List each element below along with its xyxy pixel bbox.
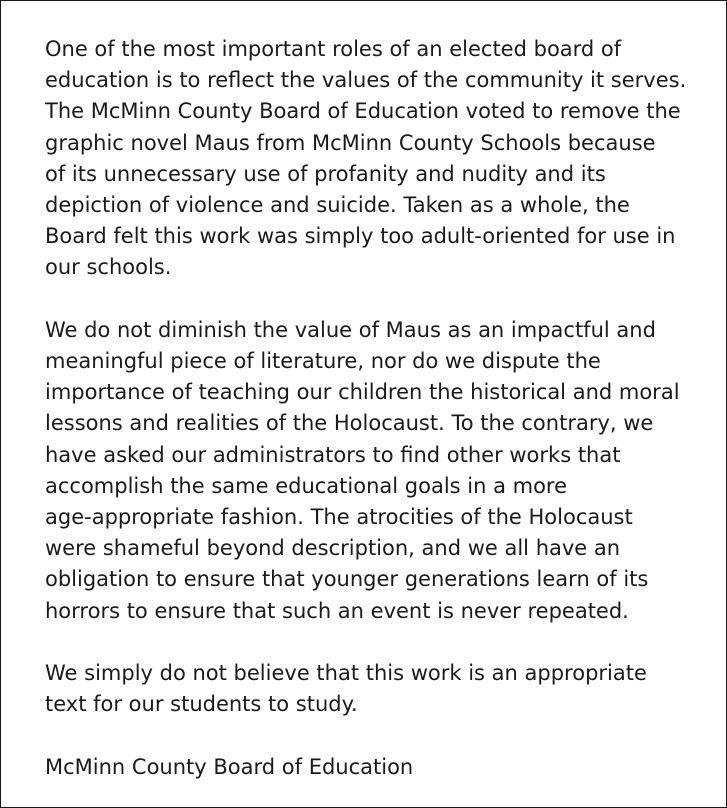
paragraph-line: We simply do not believe that this work is an appropriate	[45, 661, 647, 686]
paragraph-line: horrors to ensure that such an event is never repeated.	[45, 598, 629, 623]
paragraph-3	[45, 658, 715, 720]
paragraph-line: depiction of violence and suicide. Taken as a whole, the	[45, 193, 630, 218]
signature: McMinn County Board of Education	[45, 754, 414, 779]
paragraph-line: have asked our administrators to find other works that	[45, 442, 621, 467]
paragraph-spacer	[45, 720, 715, 751]
paragraph-spacer	[45, 284, 715, 315]
paragraph-line: One of the most important roles of an elected board of	[45, 37, 622, 61]
paragraph-2	[45, 315, 715, 627]
paragraph-line: accomplish the same educational goals in a more	[45, 473, 568, 498]
paragraph-line: obligation to ensure that younger generations learn of its	[45, 567, 649, 592]
paragraph-line: our schools.	[45, 255, 172, 280]
paragraph-1	[45, 34, 715, 284]
paragraph-line: education is to reflect the values of the community it serves.	[45, 68, 687, 93]
paragraph-line: were shameful beyond description, and we all have an	[45, 536, 621, 561]
paragraph-line: Board felt this work was simply too adult-oriented for use in	[45, 224, 676, 249]
paragraph-line: importance of teaching our children the historical and moral	[45, 380, 680, 405]
paragraph-line: lessons and realities of the Holocaust. To the contrary, we	[45, 411, 654, 436]
paragraph-line: text for our students to study.	[45, 692, 358, 717]
paragraph-spacer	[45, 627, 715, 658]
paragraph-line: of its unnecessary use of profanity and nudity and its	[45, 161, 606, 186]
paragraph-line: graphic novel Maus from McMinn County Schools because	[45, 130, 656, 155]
paragraph-line: meaningful piece of literature, nor do we dispute the	[45, 349, 601, 374]
statement-body	[45, 34, 715, 783]
paragraph-line: age-appropriate fashion. The atrocities of the Holocaust	[45, 505, 633, 530]
paragraph-line: We do not diminish the value of Maus as an impactful and	[45, 317, 656, 342]
paragraph-line: The McMinn County Board of Education voted to remove the	[45, 99, 681, 124]
